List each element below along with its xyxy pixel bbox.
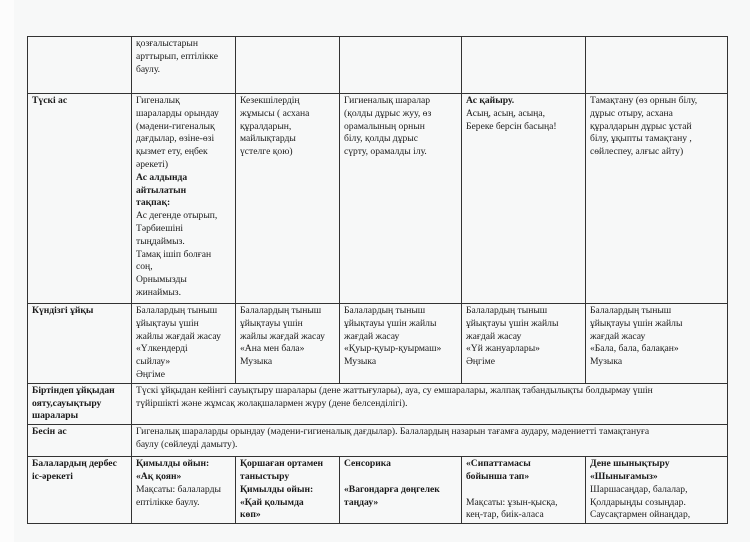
cell-text-line bbox=[344, 471, 457, 484]
cell-text-line: Ас алдында bbox=[136, 171, 188, 183]
cell-text-line: Балалардың тыныш bbox=[344, 305, 426, 316]
cell-text-line: «Ақ қоян» bbox=[136, 470, 182, 482]
cell-text-line: Тамақтану (өз орнын білу, bbox=[590, 95, 698, 106]
cell-text-line: Гигеналық bbox=[136, 95, 180, 106]
cell-text-line: (мәдени-гигеналық bbox=[136, 120, 215, 132]
cell-text-line: Мақсаты: балаларды bbox=[136, 483, 221, 495]
cell-text-line: «Қай қолымда bbox=[240, 496, 304, 508]
cell-text-line: қозғалыстарын bbox=[136, 38, 198, 49]
cell-text-line: Балалардың тыныш bbox=[590, 305, 672, 316]
cell-text-line: «Бала, бала, балақан» bbox=[590, 343, 679, 355]
cell-text-line: Дене шынықтыру bbox=[590, 458, 670, 470]
cell-text-line: Қоршаған ортамен bbox=[240, 458, 324, 470]
cell-text-line: шараларды орындау bbox=[136, 107, 219, 119]
cell-text-line: Музыка bbox=[240, 356, 273, 368]
cell-text-line: «Сипаттамасы bbox=[466, 458, 531, 470]
merged-cell bbox=[132, 425, 728, 457]
cell-text-line: Кезекшілердің bbox=[240, 95, 300, 106]
cell-text-line: Түскі ұйқыдан кейінгі сауықтыру шаралары (дене жаттығулары), ауа, су емшаралары, жалпақ табандылықты болдырмау үшін bbox=[136, 384, 653, 396]
schedule-table bbox=[27, 36, 728, 524]
cell-text-line: түйіршікті және жұмсақ жолақшалармен жүру (дене белсенділігі). bbox=[136, 397, 408, 409]
cell-text-line: Ас қайыру. bbox=[466, 95, 515, 106]
cell-text-line: майлықтарды bbox=[240, 133, 296, 145]
cell-text-line: жағдай жасау bbox=[466, 330, 522, 342]
cell-text-line: ұйықтауы үшін жайлы bbox=[344, 317, 437, 329]
cell-text-line: ұйықтауы үшін жайлы bbox=[466, 317, 559, 329]
table-row bbox=[28, 383, 728, 424]
cell-text-line: Гигиеналық шаралар bbox=[344, 95, 431, 106]
cell-text-line: жайлы жағдай жасау bbox=[240, 330, 325, 342]
cell-text-line: айтылатын bbox=[136, 184, 187, 196]
cell-text-line: баулу. bbox=[136, 63, 161, 75]
cell-text-line: «Үлкендерді bbox=[136, 343, 188, 355]
table-cell bbox=[462, 94, 586, 304]
cell-text-line: Музыка bbox=[344, 356, 377, 368]
schedule-table-body bbox=[28, 37, 728, 524]
cell-text-line: Береке берсін басыңа! bbox=[466, 120, 557, 132]
table-row bbox=[28, 304, 728, 384]
cell-text-line: үстелге қою) bbox=[240, 146, 293, 158]
cell-text-line: Балалардың тыныш bbox=[240, 305, 322, 316]
page-edge bbox=[0, 0, 14, 542]
cell-text-line: құралдарын, bbox=[240, 120, 292, 132]
cell-text-line: жағдай жасау bbox=[344, 330, 400, 342]
cell-text-line: білу, ұқыпты тамақтану , bbox=[590, 133, 692, 145]
cell-text-line: Тәрбиешіні bbox=[136, 222, 184, 234]
cell-text-line: Әңгіме bbox=[136, 368, 165, 380]
cell-text-line: жинаймыз. bbox=[136, 286, 181, 298]
table-cell bbox=[132, 94, 236, 304]
table-cell bbox=[586, 457, 728, 524]
cell-text-line: Балалардың тыныш bbox=[466, 305, 548, 316]
table-cell bbox=[340, 304, 462, 384]
cell-text-line: ептілікке баулу. bbox=[136, 496, 200, 508]
cell-text-line: Әңгіме bbox=[466, 356, 495, 368]
row-label: Түскі ас bbox=[28, 94, 132, 304]
table-cell bbox=[340, 457, 462, 524]
table-cell bbox=[132, 37, 236, 94]
row-label bbox=[28, 37, 132, 94]
cell-text-line: орамалының орнын bbox=[344, 120, 425, 132]
cell-text-line: Тамақ ішіп болған bbox=[136, 248, 212, 260]
cell-text-line: таңдау» bbox=[344, 496, 379, 508]
cell-text-line: Ас дегенде отырып, bbox=[136, 210, 218, 222]
table-row bbox=[28, 457, 728, 524]
cell-text-line: арттырып, ептілікке bbox=[136, 50, 218, 62]
cell-text-line: Қолдарыңды созыңдар. bbox=[590, 496, 686, 508]
table-cell bbox=[462, 304, 586, 384]
cell-text-line: жұмысы ( асхана bbox=[240, 107, 310, 119]
cell-text-line: (қолды дұрыс жуу, өз bbox=[344, 107, 432, 119]
cell-text-line: баулу (сөйлеуді дамыту). bbox=[136, 438, 238, 450]
table-row bbox=[28, 37, 728, 94]
table-cell bbox=[236, 37, 340, 94]
table-cell bbox=[586, 304, 728, 384]
cell-text-line: Музыка bbox=[590, 356, 623, 368]
cell-text-line: әрекеті) bbox=[136, 158, 169, 170]
cell-text-line: ұйықтауы үшін жайлы bbox=[590, 317, 683, 329]
table-cell bbox=[462, 37, 586, 94]
cell-text-line: «Ана мен бала» bbox=[240, 343, 305, 355]
cell-text-line: дағдылар, өзіне-өзі bbox=[136, 133, 215, 145]
cell-text-line: Орнымызды bbox=[136, 274, 187, 286]
cell-text-line: Қимылды ойын: bbox=[136, 458, 210, 470]
cell-text-line: сыйлау» bbox=[136, 356, 171, 368]
row-label: Балалардың дербес іс-әрекеті bbox=[28, 457, 132, 524]
table-cell bbox=[132, 457, 236, 524]
table-cell bbox=[236, 94, 340, 304]
cell-text-line bbox=[466, 484, 581, 497]
table-row bbox=[28, 425, 728, 457]
cell-text-line: қызмет ету, еңбек bbox=[136, 146, 208, 158]
cell-text-line: «Вагондарға дөңгелек bbox=[344, 483, 440, 495]
cell-text-line: ұйықтауы үшін bbox=[136, 317, 199, 329]
cell-text-line: Қимылды ойын: bbox=[240, 483, 314, 495]
row-label: Біртіндеп ұйқыдан ояту,сауықтыру шаралары bbox=[28, 383, 132, 424]
table-cell bbox=[340, 94, 462, 304]
cell-text-line: соң, bbox=[136, 261, 153, 273]
cell-text-line: Шаршасаңдар, балалар, bbox=[590, 483, 688, 495]
cell-text-line: Сенсорика bbox=[344, 458, 391, 470]
cell-text-line: Гигеналық шараларды орындау (мәдени-гигиеналық дағдылар). Балалардың назарын тағамға аудару, мәдениетті тамақтануға bbox=[136, 426, 650, 438]
row-label: Бесін ас bbox=[28, 425, 132, 457]
cell-text-line: бойынша тап» bbox=[466, 470, 530, 482]
table-cell bbox=[586, 94, 728, 304]
cell-text-line: көп» bbox=[240, 509, 261, 521]
cell-text-line: «Үй жануарлары» bbox=[466, 343, 540, 355]
cell-text-line: «Шынығамыз» bbox=[590, 470, 658, 482]
cell-text-line: Асың, асың, асыңа, bbox=[466, 107, 545, 119]
table-cell bbox=[586, 37, 728, 94]
cell-text-line: жайлы жағдай жасау bbox=[136, 330, 221, 342]
cell-text-line: тыңдаймыз. bbox=[136, 235, 185, 247]
row-label: Күндізгі ұйқы bbox=[28, 304, 132, 384]
cell-text-line: сөйлеспеу, алғыс айту) bbox=[590, 146, 684, 158]
cell-text-line: «Қуыр-қуыр-қуырмаш» bbox=[344, 343, 442, 355]
table-cell bbox=[132, 304, 236, 384]
table-cell bbox=[236, 457, 340, 524]
cell-text-line: Саусақтармен ойнаңдар, bbox=[590, 509, 691, 521]
table-cell bbox=[340, 37, 462, 94]
cell-text-line: жағдай жасау bbox=[590, 330, 646, 342]
cell-text-line: таныстыру bbox=[240, 470, 290, 482]
cell-text-line: кең-тар, биік-аласа bbox=[466, 509, 544, 521]
cell-text-line: сүрту, орамалды ілу. bbox=[344, 146, 427, 158]
table-row bbox=[28, 94, 728, 304]
cell-text-line: дұрыс отыру, асхана bbox=[590, 107, 673, 119]
table-cell bbox=[462, 457, 586, 524]
cell-text-line: құралдарын дұрыс ұстай bbox=[590, 120, 692, 132]
cell-text-line: білу, қолды дұрыс bbox=[344, 133, 418, 145]
cell-text-line: Балалардың тыныш bbox=[136, 305, 218, 316]
cell-text-line: Мақсаты: ұзын-қысқа, bbox=[466, 496, 558, 508]
merged-cell bbox=[132, 383, 728, 424]
table-cell bbox=[236, 304, 340, 384]
cell-text-line: ұйықтауы үшін bbox=[240, 317, 303, 329]
cell-text-line: тақпақ: bbox=[136, 197, 171, 209]
